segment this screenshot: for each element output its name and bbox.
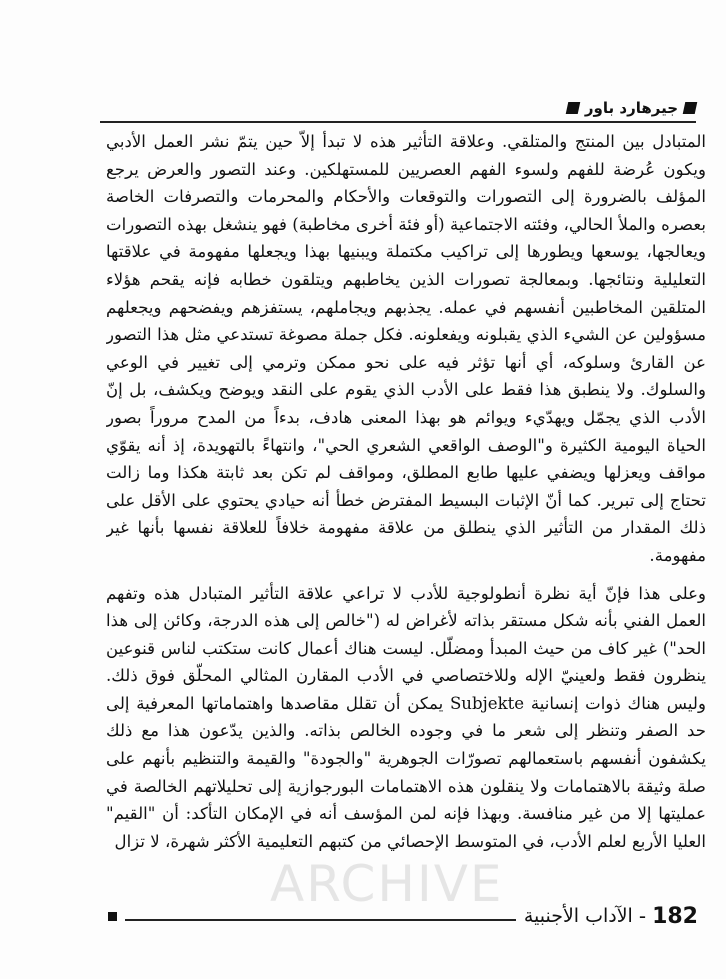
header-author: جيرهارد باور [584, 99, 678, 117]
footer-dash: - [638, 904, 647, 928]
header-square-icon [566, 102, 581, 114]
header-square-icon [683, 102, 698, 114]
page-number: 182 [652, 903, 698, 929]
running-header [518, 96, 696, 120]
footer-square-icon [108, 912, 117, 921]
page-footer [108, 902, 698, 930]
paragraph-1: المتبادل بين المنتج والمتلقي. وعلاقة التأثير هذه لا تبدأ إلاّ حين يتمّ نشر العمل الأدبي ويكون عُرضة للفهم ولسوء الفهم العصريين للمستهلكين. وعند التصور والعرض يرجع المؤلف بالضرورة إلى التصورات والتوقعات والأحكام والمحرمات والتصرفات الخاصة بعصره والملأ الحالي، وفئته الاجتماعية (أو فئة أخرى مخاطبة) فهو ينشغل بهذه التصورات ويعالجها، يوسعها ويطورها إلى تراكيب مكتملة ويبنيها بهذا ويجعلها مفهومة في علاقتها التعليلية ونتائجها. وبمعالجة تصورات الذين يخاطبهم ويتلقون خطابه فإنه يقحم هؤلاء المتلقين المخاطبين أنفسهم في عمله. يجذبهم ويجاملهم، يستفزهم ويفضحهم ويجعلهم مسؤولين عن الشيء الذي يقبلونه ويفعلونه. فكل جملة مصوغة تستدعي مثل هذا التصور عن القارئ وسلوكه، أي أنها تؤثر فيه على نحو ممكن وترمي إلى تغيير في الوعي والسلوك. ولا ينطبق هذا فقط على الأدب الذي يقوم على النقد ويوضح ويكشف، بل إنّ الأدب الذي يجمّل ويهدّيء ويوائم هو بهذا المعنى هادف، بدءاً من المدح مروراً بصور الحياة اليومية الكثيرة و"الوصف الواقعي الشعري الحي"، وانتهاءً بالتهويدة، إذ أنه يقوّي مواقف ويعزلها ويضفي عليها طابع المطلق، ومواقف لم تكن بعد ثابتة هكذا وما زالت تحتاج إلى تبرير. كما أنّ الإثبات البسيط المفترض خطأ أنه حيادي يحتوي على الأقل على ذلك المقدار من التأثير الذي ينطلق من علاقة مفهومة خلافاً للعلاقة نفسها بأنها غير مفهومة. [106, 132, 706, 565]
watermark: ARCHIVE [270, 855, 504, 913]
body-text [106, 128, 706, 908]
footer-rule [125, 919, 516, 921]
header-rule [100, 121, 696, 123]
journal-title: الآداب الأجنبية [523, 905, 633, 927]
paragraph-2: وعلى هذا فإنّ أية نظرة أنطولوجية للأدب لا تراعي علاقة التأثير المتبادل هذه وتفهم العمل الفني بأنه شكل مستقر بذاته لأغراض له ("خالص إلى هذه الدرجة، وكائن إلى هذا الحد") غير كاف من حيث المبدأ ومضلّل. ليست هناك أعمال كانت ستكتب لناس قنوعين ينظرون فقط ولعينيّ الإله وللاختصاصي في الأدب المقارن المثالي المحلّق فوق ذلك. وليس هناك ذوات إنسانية Subjekte يمكن أن تقلل مقاصدها واهتماماتها المعرفية إلى حد الصفر وتنظر إلى شعر ما في وجوده الخالص بذاته. والذين يدّعون هذا مع ذلك يكشفون أنفسهم باستعمالهم تصورّات الجوهرية "والجودة" والقيمة والتنظيم بأنهم على صلة وثيقة بالاهتمامات ولا ينقلون هذه الاهتمامات البورجوازية إلى تحليلاتهم الخالصة في عمليتها إلا من غير منافسة. وبهذا فإنه لمن المؤسف أنه في الإمكان التأكد: أن "القيم" العليا الأربع لعلم الأدب، في المتوسط الإحصائي من كتبهم التعليمية الأكثر شهرة، لا تزال [106, 583, 706, 851]
